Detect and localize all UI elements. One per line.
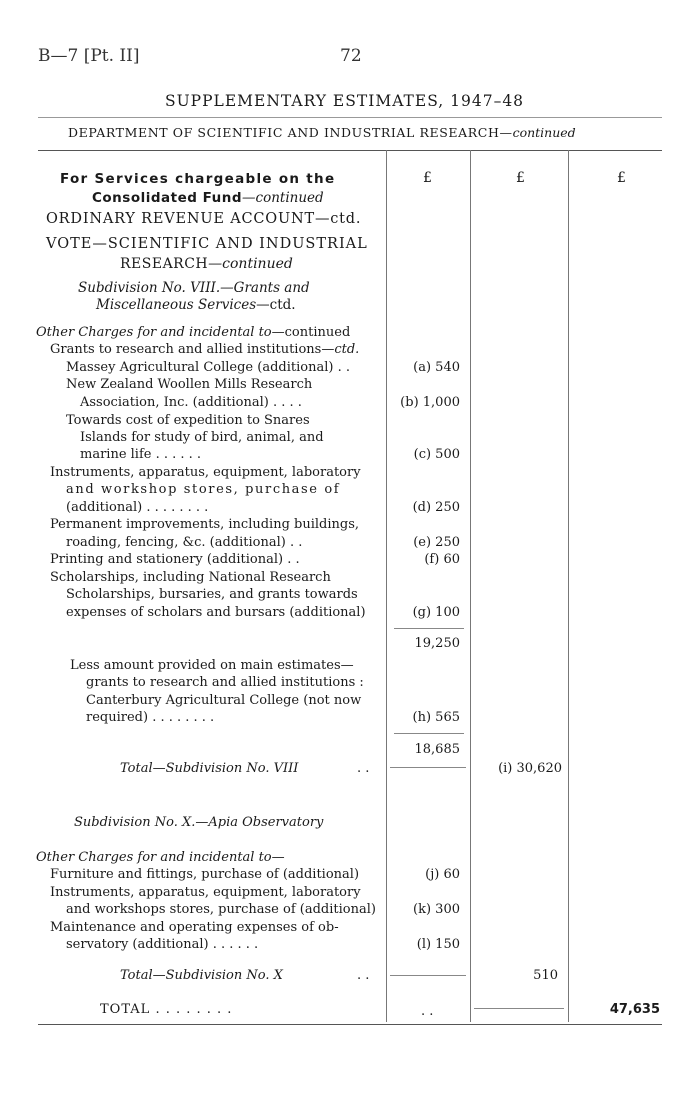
services-heading-fund: Consolidated Fund xyxy=(92,190,243,206)
item-apia-instruments-line1: Instruments, apparatus, equipment, laboratory xyxy=(50,885,361,900)
item-instruments-line2: and workshop stores, purchase of xyxy=(66,482,341,497)
grants-heading-ctd: —ctd. xyxy=(321,342,360,357)
grants-heading xyxy=(50,342,359,357)
item-instruments-value: (d) 250 xyxy=(412,500,460,515)
item-scholarships-value: (g) 100 xyxy=(412,605,460,620)
total-subdivision-8-label: Total—Subdivision No. VIII xyxy=(120,761,299,776)
item-improvements-line2: roading, fencing, &c. (additional) . . xyxy=(66,535,303,550)
item-maintenance-line2: servatory (additional) . . . . . . xyxy=(66,937,259,952)
subtotal-value: 19,250 xyxy=(414,636,460,651)
item-woollen-value: (b) 1,000 xyxy=(400,395,460,410)
item-snares-line3: marine life . . . . . . xyxy=(80,447,202,462)
department-line xyxy=(68,125,576,140)
item-furniture-line1: Furniture and fittings, purchase of (additional) xyxy=(50,867,360,882)
less-line1: Less amount provided on main estimates— xyxy=(70,658,354,673)
column-header-3: £ xyxy=(617,170,626,186)
less-line3: Canterbury Agricultural College (not now xyxy=(86,693,362,708)
services-heading-cont: —continued xyxy=(242,190,324,206)
net-under-rule xyxy=(390,767,466,768)
total-subdivision-10-dots: . . xyxy=(357,968,370,983)
item-apia-instruments-line2: and workshops stores, purchase of (additional) xyxy=(66,902,376,917)
other-charges-label: Other Charges for and incidental to xyxy=(36,325,272,340)
item-massey-value: (a) 540 xyxy=(413,360,460,375)
item-scholarships-line2: Scholarships, bursaries, and grants towards xyxy=(66,587,358,602)
subdivision-8-heading-name: Miscellaneous Services xyxy=(96,297,257,313)
subdivision-10-heading: Subdivision No. X.—Apia Observatory xyxy=(74,815,324,830)
item-woollen-line1: New Zealand Woollen Mills Research xyxy=(66,377,313,392)
item-printing-line1: Printing and stationery (additional) . . xyxy=(50,552,300,567)
item-improvements-value: (e) 250 xyxy=(413,535,460,550)
grants-heading-label: Grants to research and allied institutions xyxy=(50,342,322,357)
services-heading-line2 xyxy=(92,190,324,206)
footer-rule xyxy=(38,1024,662,1025)
page-ref: B—7 [Pt. II] xyxy=(38,46,140,66)
item-instruments-line1: Instruments, apparatus, equipment, laboratory xyxy=(50,465,361,480)
item-snares-value: (c) 500 xyxy=(413,447,460,462)
item-maintenance-line1: Maintenance and operating expenses of ob- xyxy=(50,920,339,935)
net-rule xyxy=(394,733,464,734)
total-subdivision-8-dots: . . xyxy=(357,761,370,776)
item-scholarships-line1: Scholarships, including National Research xyxy=(50,570,331,585)
vote-heading-cont: —continued xyxy=(208,256,293,272)
item-snares-line1: Towards cost of expedition to Snares xyxy=(66,413,310,428)
vote-heading-line2 xyxy=(120,256,293,272)
other-charges-heading xyxy=(36,325,350,340)
department-name: DEPARTMENT OF SCIENTIFIC AND INDUSTRIAL RESEARCH— xyxy=(68,125,513,140)
total-subdivision-10-label: Total—Subdivision No. X xyxy=(120,968,283,983)
item-scholarships-line3: expenses of scholars and bursars (additional) xyxy=(66,605,366,620)
less-line2: grants to research and allied institutions : xyxy=(86,675,364,690)
item-snares-line2: Islands for study of bird, animal, and xyxy=(80,430,324,445)
grand-total-label: TOTAL . . . . . . . . xyxy=(100,1002,233,1017)
net-value: 18,685 xyxy=(414,742,460,757)
grand-total-value: 47,635 xyxy=(609,1002,660,1017)
column-divider-2 xyxy=(470,150,471,1022)
subdivision-8-heading-ctd: —ctd. xyxy=(256,297,296,313)
column-divider-3 xyxy=(568,150,569,1022)
grand-total-rule xyxy=(474,1008,564,1009)
other-charges-cont: —continued xyxy=(271,325,351,340)
item-improvements-line1: Permanent improvements, including buildings, xyxy=(50,517,360,532)
page-number: 72 xyxy=(340,46,362,66)
subdivision-10-other-charges: Other Charges for and incidental to— xyxy=(36,850,285,865)
total-subdivision-10-rule xyxy=(390,975,466,976)
less-line4: required) . . . . . . . . xyxy=(86,710,215,725)
header-rule-top xyxy=(38,117,662,118)
total-subdivision-8-value: (i) 30,620 xyxy=(498,761,562,776)
item-furniture-value: (j) 60 xyxy=(425,867,460,882)
subtotal-rule xyxy=(394,628,464,629)
services-heading-line1: For Services chargeable on the xyxy=(60,171,336,187)
vote-heading-line1: VOTE—SCIENTIFIC AND INDUSTRIAL xyxy=(46,236,368,252)
total-subdivision-10-value: 510 xyxy=(533,968,558,983)
column-header-2: £ xyxy=(516,170,525,186)
subdivision-8-heading-line2 xyxy=(96,297,296,313)
department-cont: continued xyxy=(512,125,576,140)
item-woollen-line2: Association, Inc. (additional) . . . . xyxy=(80,395,302,410)
grand-total-col1: . . xyxy=(421,1004,434,1019)
item-instruments-line3: (additional) . . . . . . . . xyxy=(66,500,209,515)
subdivision-8-heading-line1: Subdivision No. VIII.—Grants and xyxy=(78,280,310,296)
column-divider-1 xyxy=(386,150,387,1022)
item-printing-value: (f) 60 xyxy=(424,552,460,567)
item-apia-instruments-value: (k) 300 xyxy=(413,902,460,917)
account-heading: ORDINARY REVENUE ACCOUNT—ctd. xyxy=(46,211,362,227)
item-maintenance-value: (l) 150 xyxy=(416,937,460,952)
less-value: (h) 565 xyxy=(412,710,460,725)
page-title: SUPPLEMENTARY ESTIMATES, 1947–48 xyxy=(165,92,525,110)
column-header-1: £ xyxy=(423,170,432,186)
vote-heading-research: RESEARCH xyxy=(120,256,209,272)
item-massey-line1: Massey Agricultural College (additional) . . xyxy=(66,360,350,375)
